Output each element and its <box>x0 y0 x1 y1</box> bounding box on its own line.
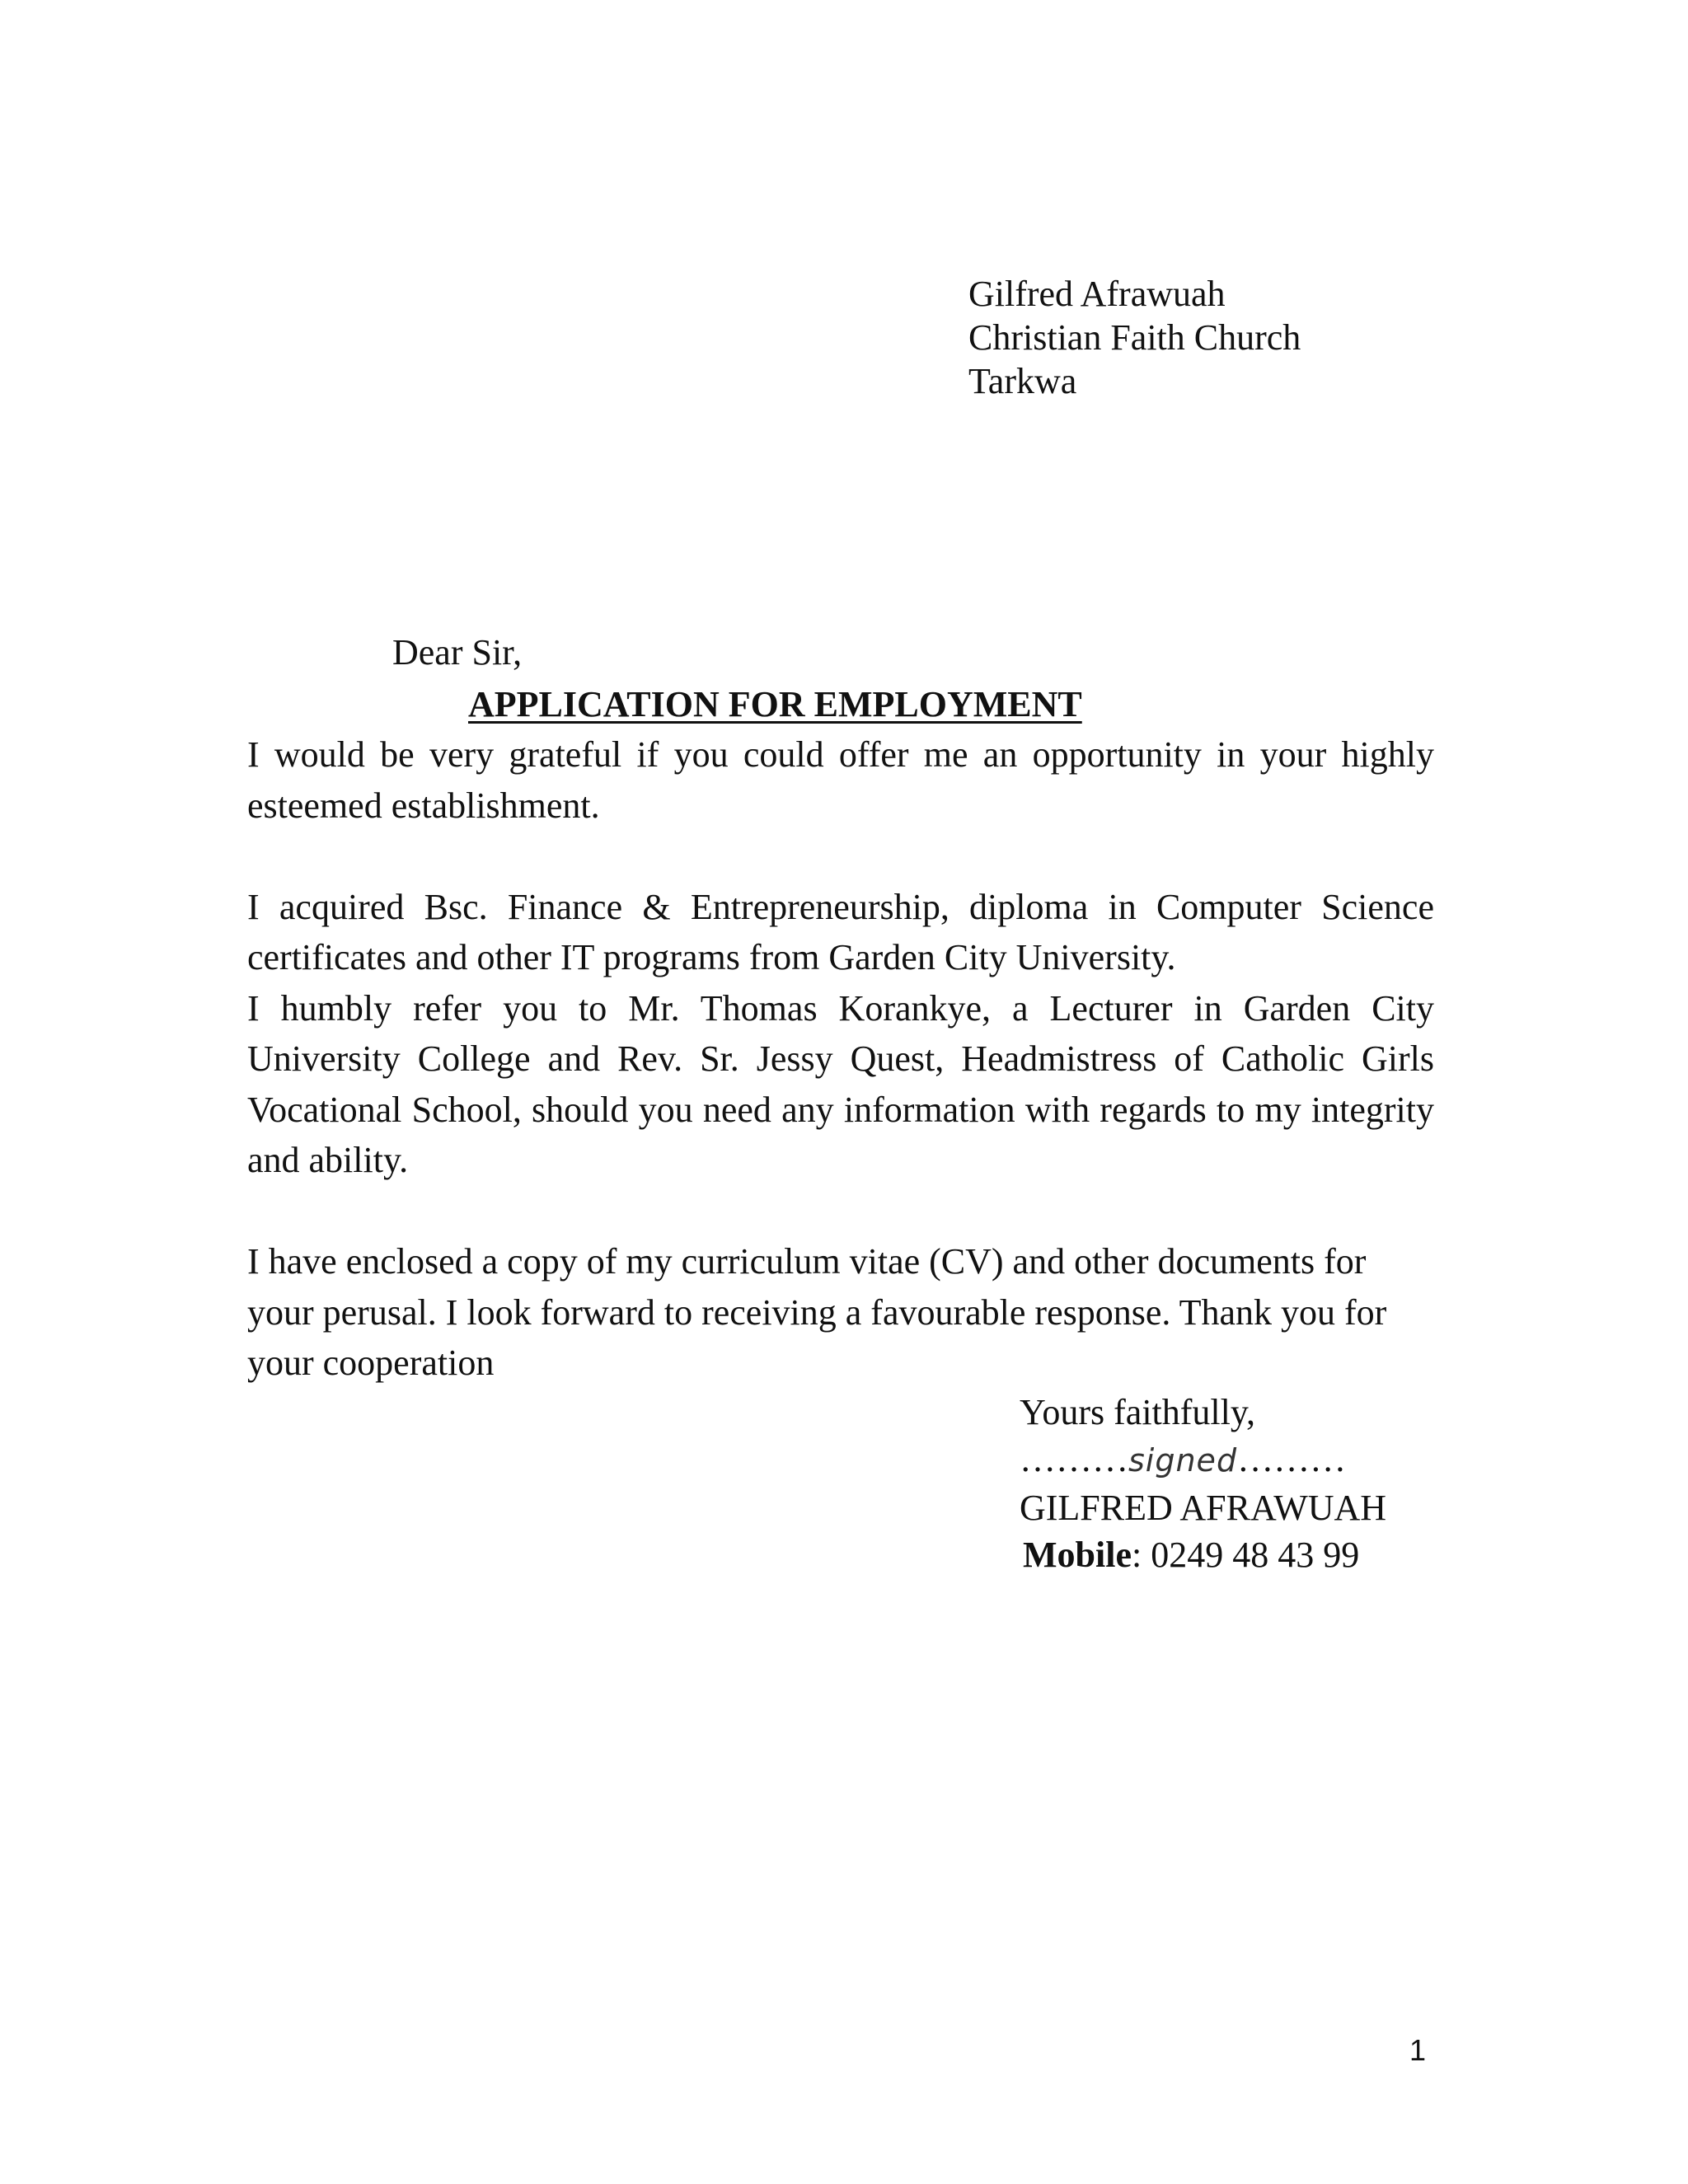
body-paragraph-qualifications: I acquired Bsc. Finance & Entrepreneurship, diploma in Computer Science certificates and other IT programs from Garden City University. <box>247 886 1434 977</box>
subject-heading: APPLICATION FOR EMPLOYMENT <box>468 684 1082 724</box>
letter-body <box>247 729 1434 1389</box>
body-paragraph-references: I humbly refer you to Mr. Thomas Korankye, a Lecturer in Garden City University College and Rev. Sr. Jessy Quest, Headmistress of Catholic Girls Vocational School, should you need any information with regards to my integrity and ability. <box>247 987 1434 1180</box>
signature-dots-left: ……… <box>1020 1439 1128 1479</box>
salutation: Dear Sir, <box>392 632 523 673</box>
body-paragraph-enclosure: I have enclosed a copy of my curriculum vitae (CV) and other documents for your perusal. I look forward to receiving a favourable response. Thank you for your cooperation <box>247 1241 1387 1383</box>
mobile-number: 0249 48 43 99 <box>1142 1535 1360 1575</box>
sender-name: Gilfred Afrawuah <box>968 274 1226 314</box>
body-paragraph-intro: I would be very grateful if you could offer me an opportunity in your highly esteemed establishment. <box>247 734 1434 826</box>
closing-block <box>1020 1389 1386 1578</box>
mobile-label: Mobile <box>1023 1535 1132 1575</box>
signature-dots-right: ……… <box>1237 1439 1347 1479</box>
signatory-name: GILFRED AFRAWUAH <box>1020 1488 1387 1528</box>
signature: signed <box>1128 1442 1238 1479</box>
valediction: Yours faithfully, <box>1020 1392 1256 1432</box>
sender-organization: Christian Faith Church <box>968 317 1301 358</box>
sender-address-block <box>968 272 1301 403</box>
mobile-contact <box>1020 1531 1386 1578</box>
page-number: 1 <box>1409 2033 1427 2067</box>
signature-line <box>1020 1436 1386 1484</box>
sender-town: Tarkwa <box>968 361 1077 401</box>
mobile-separator: : <box>1131 1535 1142 1575</box>
